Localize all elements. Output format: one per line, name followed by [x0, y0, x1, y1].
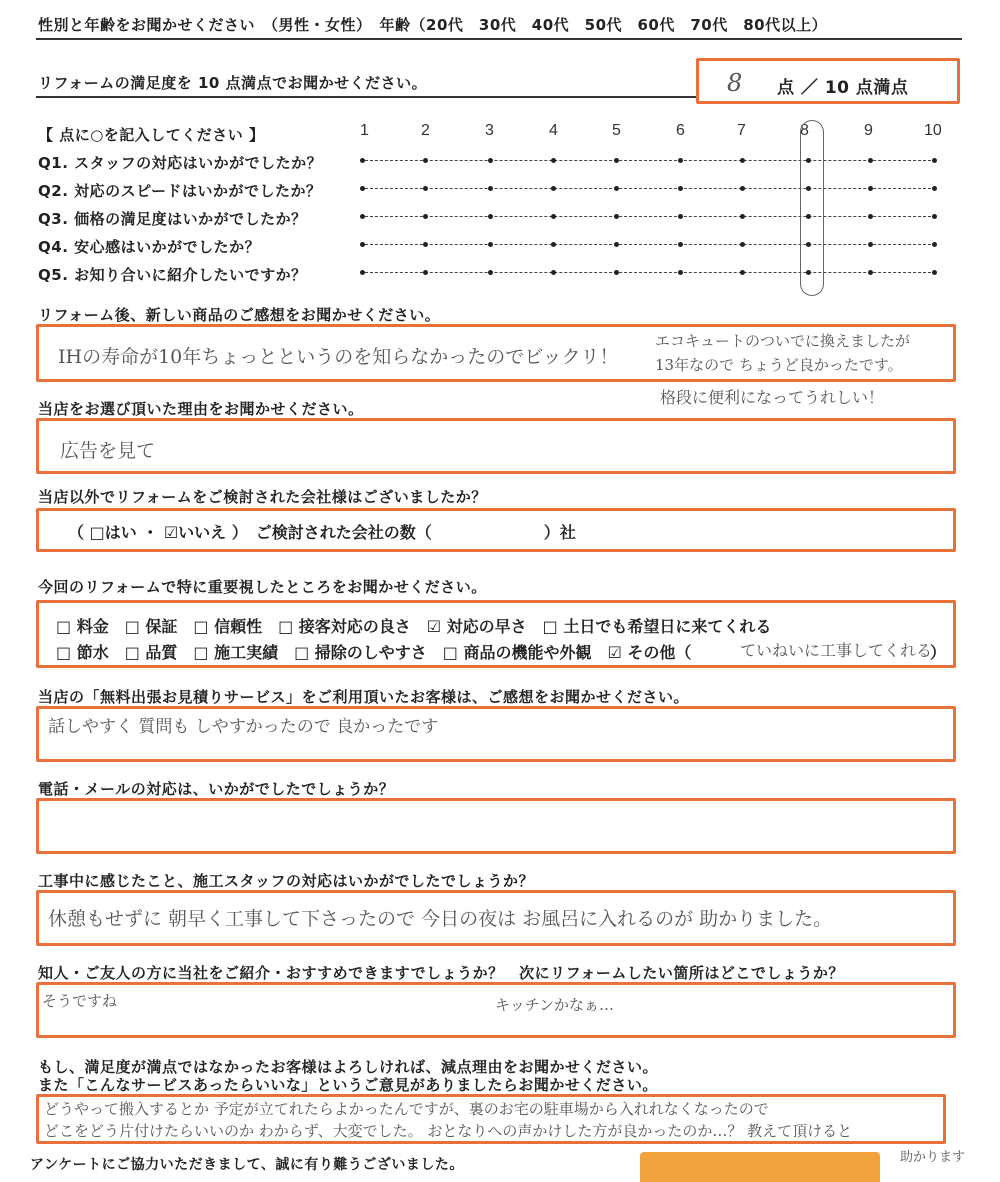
impression-question: リフォーム後、新しい商品のご感想をお聞かせください。 [38, 306, 441, 324]
contact-answer-box[interactable] [36, 798, 956, 854]
reason-question: 当店をお選び頂いた理由をお聞かせください。 [38, 400, 364, 418]
rating-point-q4-1[interactable] [360, 242, 365, 247]
impression-answer-3: 13年なので ちょうど良かったです。 [655, 356, 903, 374]
rating-point-q3-3[interactable] [488, 214, 493, 219]
construction-question: 工事中に感じたこと、施工スタッフの対応はいかがでしたでしょうか？ [38, 872, 535, 890]
rating-point-q3-6[interactable] [678, 214, 683, 219]
referral-question: 知人・ご友人の方に当社をご紹介・おすすめできますでしょうか？ 次にリフォームしたい箇所はどこでしょうか？ [38, 964, 844, 982]
score-value: 8 [727, 69, 743, 97]
priority-other-answer: ていねいに工事してくれる [740, 641, 933, 660]
rating-point-q5-6[interactable] [678, 270, 683, 275]
rating-line-q1 [360, 160, 936, 161]
impression-answer-1: IHの寿命が10年ちょっとというのを知らなかったのでビックリ！ [58, 346, 619, 368]
rating-line-q2 [360, 188, 936, 189]
rating-point-q4-9[interactable] [868, 242, 873, 247]
rating-point-q3-1[interactable] [360, 214, 365, 219]
rating-point-q4-6[interactable] [678, 242, 683, 247]
construction-answer: 休憩もせずに 朝早く工事して下さったので 今日の夜は お風呂に入れるのが 助かりました。 [48, 908, 833, 930]
scale-number: 6 [676, 122, 685, 139]
rating-line-q4 [360, 244, 936, 245]
other-company-question: 当店以外でリフォームをご検討された会社様はございましたか？ [38, 488, 487, 506]
rating-point-q1-9[interactable] [868, 158, 873, 163]
rating-point-q1-2[interactable] [423, 158, 428, 163]
score-unit: 点 ／ 10 点満点 [777, 78, 909, 98]
scale-question-3: Q3. 価格の満足度はいかがでしたか？ [38, 210, 307, 228]
rating-point-q3-10[interactable] [932, 214, 937, 219]
scale-number: 5 [612, 122, 621, 139]
impression-answer-4: 格段に便利になってうれしい！ [660, 388, 885, 407]
rating-point-q4-3[interactable] [488, 242, 493, 247]
score-rule [36, 96, 696, 98]
header-rule [36, 38, 962, 40]
rating-point-q4-5[interactable] [614, 242, 619, 247]
other-company-answer: （ □はい ・ ☑いいえ ） ご検討された会社の数（ ）社 [68, 523, 576, 542]
scale-question-5: Q5. お知り合いに紹介したいですか？ [38, 266, 307, 284]
improve-question-2: また「こんなサービスあったらいいな」というご意見がありましたらお聞かせください。 [38, 1076, 658, 1094]
rating-point-q5-4[interactable] [551, 270, 556, 275]
scale-question-4: Q4. 安心感はいかがでしたか？ [38, 238, 261, 256]
rating-line-q5 [360, 272, 936, 273]
score-box[interactable] [696, 58, 960, 104]
rating-point-q2-3[interactable] [488, 186, 493, 191]
rating-point-q2-5[interactable] [614, 186, 619, 191]
rating-point-q3-7[interactable] [740, 214, 745, 219]
rating-point-q5-1[interactable] [360, 270, 365, 275]
scale-number: 8 [800, 122, 809, 139]
rating-point-q3-4[interactable] [551, 214, 556, 219]
company-logo [640, 1152, 880, 1182]
rating-point-q5-9[interactable] [868, 270, 873, 275]
rating-point-q1-1[interactable] [360, 158, 365, 163]
scale-number: 2 [421, 122, 430, 139]
improve-answer-1: どうやって搬入するとか 予定が立てれたらよかったんですが、裏のお宅の駐車場から入れれなくなったので [44, 1100, 769, 1118]
gender-age-question: 性別と年齢をお聞かせください （男性・女性） 年齢（20代 30代 40代 50代 60代 70代 80代以上） [38, 16, 828, 34]
priority-options-row-2: □ 節水 □ 品質 □ 施工実績 □ 掃除のしやすさ □ 商品の機能や外観 ☑ その他（ [56, 643, 692, 662]
impression-answer-2: エコキュートのついでに換えましたが [655, 332, 911, 350]
rating-point-q5-3[interactable] [488, 270, 493, 275]
rating-point-q2-10[interactable] [932, 186, 937, 191]
estimate-question: 当店の「無料出張お見積りサービス」をご利用頂いたお客様は、ご感想をお聞かせください。 [38, 688, 690, 706]
selected-score-circle [800, 120, 824, 296]
estimate-answer: 話しやすく 質問も しやすかったので 良かったです [48, 717, 439, 737]
rating-point-q2-4[interactable] [551, 186, 556, 191]
rating-point-q2-1[interactable] [360, 186, 365, 191]
rating-point-q1-6[interactable] [678, 158, 683, 163]
reason-answer-box[interactable] [36, 418, 956, 474]
rating-point-q3-5[interactable] [614, 214, 619, 219]
referral-answer: そうですね [42, 992, 118, 1010]
rating-point-q5-10[interactable] [932, 270, 937, 275]
scale-instruction: 【 点に○を記入してください 】 [38, 126, 265, 144]
score-question: リフォームの満足度を 10 点満点でお聞かせください。 [38, 74, 428, 92]
scale-number: 4 [549, 122, 558, 139]
rating-point-q1-7[interactable] [740, 158, 745, 163]
footer-thanks: アンケートにご協力いただきまして、誠に有り難うございました。 [30, 1157, 464, 1173]
rating-point-q4-7[interactable] [740, 242, 745, 247]
rating-point-q4-4[interactable] [551, 242, 556, 247]
rating-point-q2-9[interactable] [868, 186, 873, 191]
rating-point-q2-2[interactable] [423, 186, 428, 191]
rating-point-q1-4[interactable] [551, 158, 556, 163]
rating-point-q1-10[interactable] [932, 158, 937, 163]
priority-question: 今回のリフォームで特に重要視したところをお聞かせください。 [38, 578, 487, 596]
rating-point-q3-9[interactable] [868, 214, 873, 219]
reason-answer: 広告を見て [60, 440, 156, 462]
scale-number: 1 [360, 122, 369, 139]
rating-point-q5-2[interactable] [423, 270, 428, 275]
priority-options-row-1: □ 料金 □ 保証 □ 信頼性 □ 接客対応の良さ ☑ 対応の早さ □ 土日でも希望日に来てくれる [56, 617, 772, 636]
rating-point-q4-10[interactable] [932, 242, 937, 247]
contact-question: 電話・メールの対応は、いかがでしたでしょうか？ [38, 780, 395, 798]
scale-number: 3 [485, 122, 494, 139]
rating-point-q5-7[interactable] [740, 270, 745, 275]
rating-point-q2-6[interactable] [678, 186, 683, 191]
next-reform-answer: キッチンかなぁ… [495, 996, 614, 1014]
rating-point-q1-5[interactable] [614, 158, 619, 163]
rating-point-q4-2[interactable] [423, 242, 428, 247]
scale-question-2: Q2. 対応のスピードはいかがでしたか？ [38, 182, 322, 200]
rating-point-q5-5[interactable] [614, 270, 619, 275]
scale-question-1: Q1. スタッフの対応はいかがでしたか？ [38, 154, 323, 172]
priority-close-paren: ） [930, 643, 947, 662]
improve-answer-2: どこをどう片付けたらいいのか わからず、大変でした。 おとなりへの声かけした方が良かったのか…？ 教えて頂けると [44, 1122, 853, 1140]
improve-question-1: もし、満足度が満点ではなかったお客様はよろしければ、減点理由をお聞かせください。 [38, 1058, 659, 1076]
scale-number: 7 [737, 122, 746, 139]
rating-line-q3 [360, 216, 936, 217]
scale-number: 9 [864, 122, 873, 139]
rating-point-q1-3[interactable] [488, 158, 493, 163]
rating-point-q3-2[interactable] [423, 214, 428, 219]
improve-answer-3: 助かります [900, 1150, 966, 1165]
rating-point-q2-7[interactable] [740, 186, 745, 191]
scale-number: 10 [924, 122, 942, 139]
